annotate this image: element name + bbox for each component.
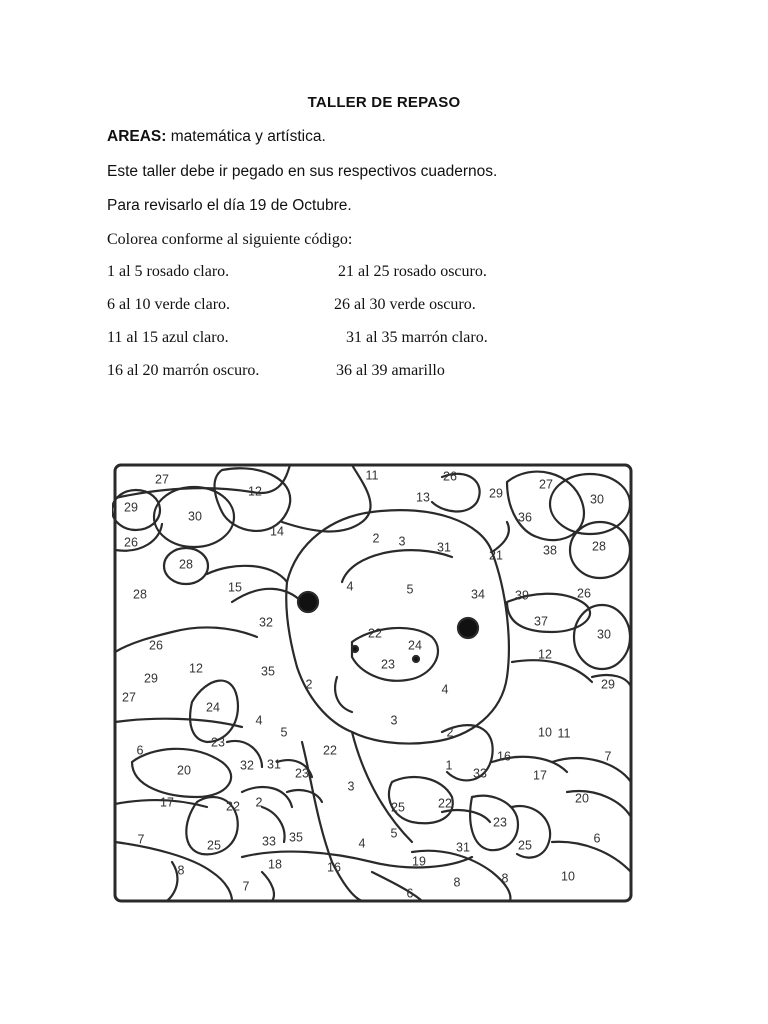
region-number: 32 bbox=[259, 615, 273, 630]
region-number: 4 bbox=[255, 713, 263, 728]
page-title: TALLER DE REPASO bbox=[307, 94, 461, 111]
color-code-right: 26 al 30 verde oscuro. bbox=[334, 296, 476, 313]
region-number: 29 bbox=[144, 671, 158, 686]
region-number: 4 bbox=[358, 836, 366, 851]
region-number: 12 bbox=[248, 484, 262, 499]
region-number: 34 bbox=[471, 587, 485, 602]
region-number: 31 bbox=[437, 540, 451, 555]
region-number: 22 bbox=[226, 799, 240, 814]
region-number: 11 bbox=[365, 468, 379, 483]
region-number: 28 bbox=[592, 539, 606, 554]
coloring-outlines bbox=[112, 465, 631, 901]
region-number: 10 bbox=[561, 869, 575, 884]
coloring-drawing bbox=[112, 462, 634, 904]
region-number: 29 bbox=[489, 486, 503, 501]
region-number: 30 bbox=[590, 492, 604, 507]
region-number: 29 bbox=[601, 677, 615, 692]
coloring-numbers bbox=[122, 468, 615, 900]
region-number: 27 bbox=[539, 477, 553, 492]
areas-line bbox=[107, 128, 326, 146]
region-number: 27 bbox=[122, 690, 136, 705]
region-number: 16 bbox=[327, 860, 341, 875]
region-number: 28 bbox=[179, 557, 193, 572]
region-number: 33 bbox=[262, 834, 276, 849]
region-number: 8 bbox=[501, 871, 509, 886]
color-code-row bbox=[107, 362, 627, 384]
region-number: 7 bbox=[137, 832, 145, 847]
region-number: 15 bbox=[228, 580, 242, 595]
region-number: 18 bbox=[268, 857, 282, 872]
region-number: 23 bbox=[295, 766, 309, 781]
region-number: 6 bbox=[136, 743, 144, 758]
color-code-left: 6 al 10 verde claro. bbox=[107, 296, 231, 313]
region-number: 25 bbox=[207, 838, 221, 853]
region-number: 39 bbox=[515, 588, 529, 603]
region-number: 17 bbox=[160, 795, 174, 810]
region-number: 5 bbox=[406, 582, 414, 597]
region-number: 26 bbox=[149, 638, 163, 653]
region-number: 23 bbox=[493, 815, 507, 830]
region-number: 8 bbox=[177, 863, 185, 878]
color-code-row bbox=[107, 329, 627, 351]
instruction-colorea: Colorea conforme al siguiente código: bbox=[107, 231, 353, 248]
region-number: 22 bbox=[438, 796, 452, 811]
color-code-right: 21 al 25 rosado oscuro. bbox=[338, 263, 487, 280]
region-number: 7 bbox=[242, 879, 250, 894]
region-number: 32 bbox=[240, 758, 254, 773]
region-number: 12 bbox=[189, 661, 203, 676]
color-code-left: 1 al 5 rosado claro. bbox=[107, 263, 230, 280]
region-number: 3 bbox=[347, 779, 355, 794]
region-number: 6 bbox=[406, 886, 414, 901]
region-number: 21 bbox=[489, 548, 503, 563]
region-number: 4 bbox=[346, 579, 354, 594]
color-code-right: 36 al 39 amarillo bbox=[336, 362, 445, 379]
region-number: 2 bbox=[255, 795, 263, 810]
region-number: 25 bbox=[391, 800, 405, 815]
instruction-revisar: Para revisarlo el día 19 de Octubre. bbox=[107, 197, 352, 214]
region-number: 26 bbox=[443, 469, 457, 484]
region-number: 33 bbox=[473, 766, 487, 781]
region-number: 14 bbox=[270, 524, 284, 539]
region-number: 24 bbox=[206, 700, 220, 715]
region-number: 24 bbox=[408, 638, 422, 653]
region-number: 26 bbox=[577, 586, 591, 601]
region-number: 20 bbox=[575, 791, 589, 806]
region-number: 3 bbox=[398, 534, 406, 549]
region-number: 29 bbox=[124, 500, 138, 515]
region-number: 38 bbox=[543, 543, 557, 558]
region-number: 37 bbox=[534, 614, 548, 629]
color-code-left: 11 al 15 azul claro. bbox=[107, 329, 229, 346]
region-number: 2 bbox=[305, 677, 313, 692]
region-number: 3 bbox=[390, 713, 398, 728]
region-number: 36 bbox=[518, 510, 532, 525]
region-number: 16 bbox=[497, 749, 511, 764]
areas-label: AREAS: bbox=[107, 128, 167, 145]
region-number: 2 bbox=[372, 531, 380, 546]
region-number: 19 bbox=[412, 854, 426, 869]
region-number: 27 bbox=[155, 472, 169, 487]
region-number: 1 bbox=[445, 758, 453, 773]
region-number: 7 bbox=[604, 749, 612, 764]
region-number: 4 bbox=[441, 682, 449, 697]
region-number: 8 bbox=[453, 875, 461, 890]
instruction-cuadernos: Este taller debe ir pegado en sus respectivos cuadernos. bbox=[107, 163, 498, 180]
region-number: 5 bbox=[280, 725, 288, 740]
region-number: 20 bbox=[177, 763, 191, 778]
region-number: 10 bbox=[538, 725, 552, 740]
region-number: 28 bbox=[133, 587, 147, 602]
region-number: 30 bbox=[188, 509, 202, 524]
region-number: 2 bbox=[446, 725, 454, 740]
region-number: 13 bbox=[416, 490, 430, 505]
region-number: 30 bbox=[597, 627, 611, 642]
region-number: 12 bbox=[538, 647, 552, 662]
region-number: 26 bbox=[124, 535, 138, 550]
region-number: 23 bbox=[381, 657, 395, 672]
region-number: 31 bbox=[267, 757, 281, 772]
color-code-row bbox=[107, 296, 627, 318]
region-number: 17 bbox=[533, 768, 547, 783]
region-number: 22 bbox=[323, 743, 337, 758]
region-number: 31 bbox=[456, 840, 470, 855]
color-by-number-illustration bbox=[112, 462, 634, 904]
region-number: 22 bbox=[368, 626, 382, 641]
color-code-row bbox=[107, 263, 627, 285]
color-code-right: 31 al 35 marrón claro. bbox=[346, 329, 488, 346]
region-number: 35 bbox=[289, 830, 303, 845]
color-code-left: 16 al 20 marrón oscuro. bbox=[107, 362, 260, 379]
region-number: 35 bbox=[261, 664, 275, 679]
region-number: 23 bbox=[211, 735, 225, 750]
areas-value: matemática y artística. bbox=[170, 128, 326, 145]
region-number: 25 bbox=[518, 838, 532, 853]
region-number: 5 bbox=[390, 826, 398, 841]
region-number: 6 bbox=[593, 831, 601, 846]
region-number: 11 bbox=[557, 726, 571, 741]
